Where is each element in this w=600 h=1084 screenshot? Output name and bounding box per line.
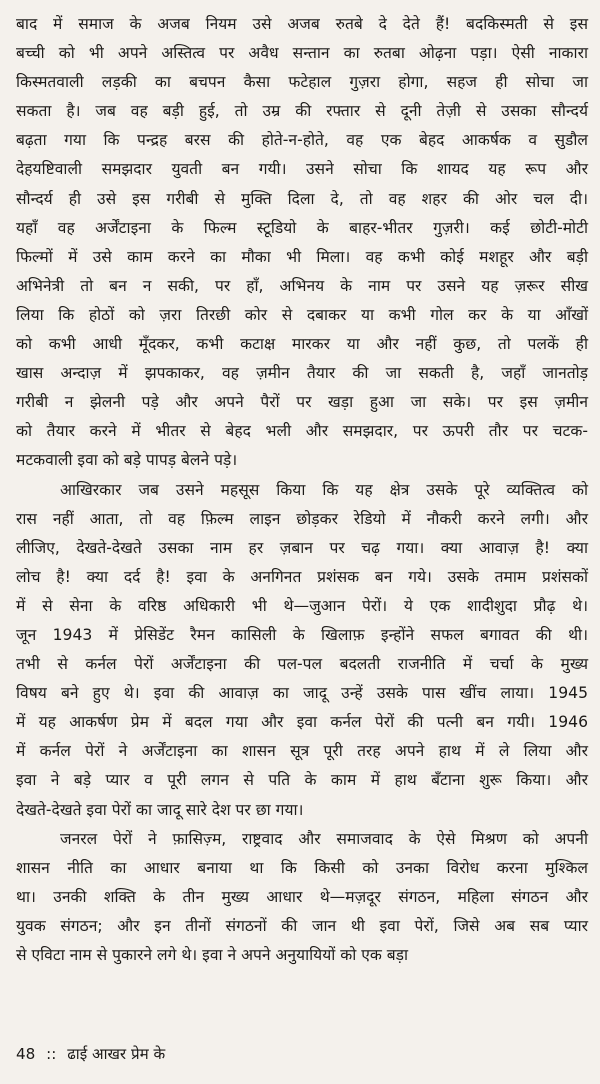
book-title: ढाई आखर प्रेम के [67, 1045, 166, 1063]
text-line: विषय बने हुए थे। इवा की आवाज़ का जादू उन्हें उसके पास खींच लाया। 1945 [16, 684, 588, 703]
text-line: लोच है! क्या दर्द है! इवा के अनगिनत प्रशंसक बन गये। उसके तमाम प्रशंसकों [16, 567, 588, 586]
paragraph [16, 825, 588, 970]
text-line: से एविटा नाम से पुकारने लगे थे। इवा ने अपने अनुयायियों को एक बड़ा [16, 946, 409, 964]
text-line: देखते-देखते इवा पेरों का जादू सारे देश पर छा गया। [16, 800, 304, 819]
text-line: शासन नीति का आधार बनाया था कि किसी को उनका विरोध करना मुश्किल [16, 858, 588, 877]
text-line: बाद में समाज के अजब नियम उसे अजब रुतबे दे देते हैं! बदकिस्मती से इस [16, 15, 588, 33]
text-line: में से सेना के वरिष्ठ अधिकारी भी थे—जुआन पेरों। ये एक शादीशुदा प्रौढ़ थे। [16, 596, 588, 615]
page-number: 48 [16, 1045, 36, 1063]
text-line: जनरल पेरों ने फ़ासिज़्म, राष्ट्रवाद और समाजवाद के ऐसे मिश्रण को अपनी [60, 829, 588, 848]
footer-separator: :: [46, 1045, 57, 1063]
text-line: किस्मतवाली लड़की का बचपन कैसा फटेहाल गुज़रा होगा, सहज ही सोचा जा [16, 73, 588, 92]
text-line: था। उनकी शक्ति के तीन मुख्य आधार थे—मज़दूर संगठन, महिला संगठन और [16, 887, 588, 906]
text-line: लीजिए, देखते-देखते उसका नाम हर ज़बान पर चढ़ गया। क्या आवाज़ है! क्या [16, 538, 588, 557]
paragraph [16, 476, 588, 825]
text-line: में कर्नल पेरों ने अर्जेंटाइना का शासन सूत्र पूरी तरह अपने हाथ में ले लिया और [16, 742, 588, 761]
text-line: को कभी आधी मूँदकर, कभी कटाक्ष मारकर या और नहीं कुछ, तो पलकें ही [16, 335, 588, 354]
text-line: रास नहीं आता, तो वह फ़िल्म लाइन छोड़कर रेडियो में नौकरी करने लगी। और [16, 509, 588, 528]
text-line: फिल्मों में उसे काम करने का मौका भी मिला। वह कभी कोई मशहूर और बड़ी [16, 247, 588, 266]
text-line: में यह आकर्षण प्रेम में बदल गया और इवा कर्नल पेरों की पत्नी बन गयी। 1946 [16, 713, 588, 732]
text-line: बढ़ता गया कि पन्द्रह बरस की होते-न-होते, वह एक बेहद आकर्षक व सुडौल [16, 131, 588, 150]
text-line: सकता है। जब वह बड़ी हुई, तो उम्र की रफ्तार से दूनी तेज़ी से उसका सौन्दर्य [16, 102, 588, 121]
text-line: बच्ची को भी अपने अस्तित्व पर अवैध सन्तान का रुतबा ओढ़ना पड़ा। ऐसी नाकारा [16, 44, 588, 63]
text-line: अभिनेत्री तो बन न सकी, पर हाँ, अभिनय के नाम पर उसने यह ज़रूर सीख [16, 276, 588, 295]
text-line: तभी से कर्नल पेरों अर्जेंटाइना की पल-पल बदलती राजनीति में चर्चा के मुख्य [16, 655, 588, 674]
text-line: गरीबी न झेलनी पड़े और अपने पैरों पर खड़ा हुआ जा सके। पर इस ज़मीन [16, 393, 588, 412]
text-line: जून 1943 में प्रेसिडेंट रैमन कासिली के खिलाफ़ इन्होंने सफल बगावत की थी। [16, 625, 588, 644]
text-line: खास अन्दाज़ में झपकाकर, वह ज़मीन तैयार की जा सकती है, जहाँ जानतोड़ [16, 364, 588, 383]
text-line: लिया कि होठों को ज़रा तिरछी कोर से दबाकर या कभी गोल कर के या आँखों [16, 305, 588, 324]
text-line: को तैयार करने में भीतर से बेहद भली और समझदार, पर ऊपरी तौर पर चटक- [16, 422, 588, 441]
paragraph [16, 10, 588, 476]
text-line: युवक संगठन; और इन तीनों संगठनों की जान थी इवा पेरों, जिसे अब सब प्यार [16, 916, 588, 935]
text-line: देहयष्टिवाली समझदार युवती बन गयी। उसने सोचा कि शायद यह रूप और [16, 160, 588, 179]
text-line: यहाँ वह अर्जेंटाइना के फिल्म स्टूडियो के बाहर-भीतर गुज़री। कई छोटी-मोटी [16, 218, 588, 237]
text-line: इवा ने बड़े प्यार व पूरी लगन से पति के काम में हाथ बँटाना शुरू किया। और [16, 771, 588, 790]
text-line: आखिरकार जब उसने महसूस किया कि यह क्षेत्र उसके पूरे व्यक्तित्व को [60, 480, 588, 499]
page-footer [16, 1044, 171, 1064]
body-text [16, 10, 588, 970]
text-line: सौन्दर्य ही उसे इस गरीबी से मुक्ति दिला दे, तो वह शहर की ओर चल दी। [16, 189, 588, 208]
book-page [16, 10, 588, 1080]
text-line: मटकवाली इवा को बड़े पापड़ बेलने पड़े। [16, 451, 238, 470]
